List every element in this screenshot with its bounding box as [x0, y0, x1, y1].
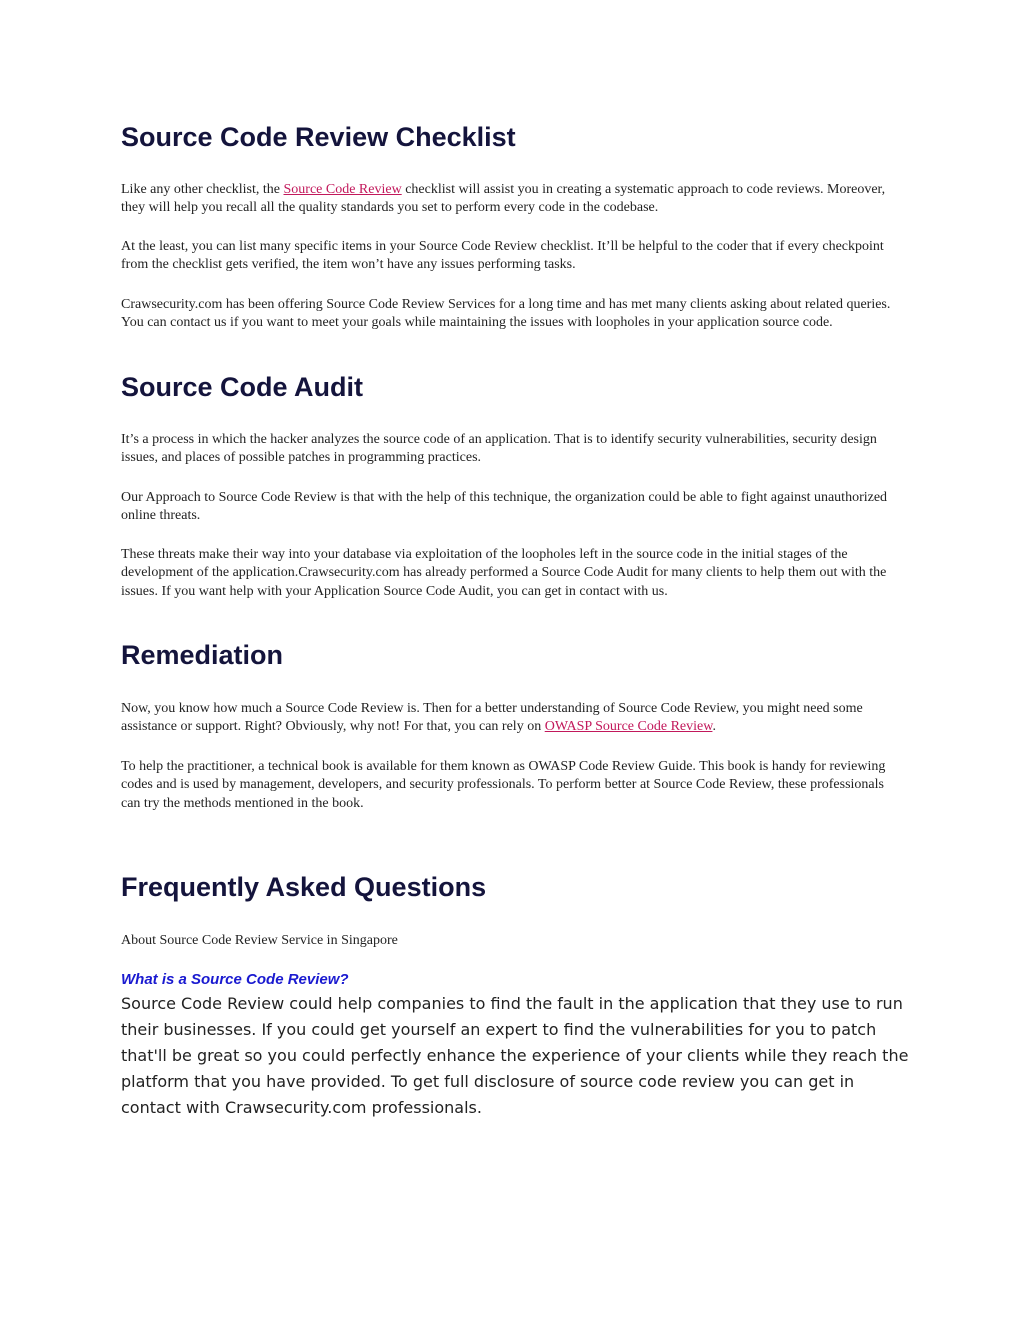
heading-source-code-audit: Source Code Audit: [121, 372, 364, 402]
source-code-review-link[interactable]: Source Code Review: [283, 182, 402, 197]
checklist-p1-text-before: Like any other checklist, the: [121, 182, 284, 197]
faq-intro: About Source Code Review Service in Singapore: [121, 933, 398, 948]
faq-question: What is a Source Code Review?: [121, 971, 349, 988]
remediation-paragraph-2: To help the practitioner, a technical book is available for them known as OWASP Code Review Guide. This book is handy for reviewing codes and is used by management, developers, and security professionals. To perform better at Source Code Review, these professionals can try the methods mentioned in the book.: [121, 759, 886, 811]
owasp-source-code-review-link[interactable]: OWASP Source Code Review: [544, 719, 713, 735]
audit-paragraph-2: Our Approach to Source Code Review is that with the help of this technique, the organization could be able to fight against unauthorized online threats.: [121, 490, 888, 524]
remediation-p1-text-after: .: [712, 719, 716, 735]
faq-answer: Source Code Review could help companies to find the fault in the application that they use to run their businesses. If you could get yourself an expert to find the vulnerabilities for you to patch that'll be great so you could perfectly enhance the experience of your clients while they reach the platform that you have provided. To get full disclosure of source code review you can get in contact with Crawsecurity.com professionals.: [121, 994, 909, 1117]
checklist-paragraph-2: At the least, you can list many specific items in your Source Code Review checklist. It’ll be helpful to the coder that if every checkpoint from the checklist gets verified, the item won’t have any issues performing tasks.: [121, 239, 884, 273]
heading-remediation: Remediation: [121, 640, 284, 670]
heading-source-code-review-checklist: Source Code Review Checklist: [121, 122, 516, 152]
audit-paragraph-3: These threats make their way into your database via exploitation of the loopholes left in the source code in the initial stages of the development of the application.Crawsecurity.com has already performed a Source Code Audit for many clients to help them out with the issues. If you want help with your Application Source Code Audit, you can get in contact with us.: [121, 547, 887, 599]
remediation-p1-text-before: Now, you know how much a Source Code Review is. Then for a better understanding of Source Code Review, you might need some assistance or support. Right? Obviously, why not! For that, you can rely on: [121, 701, 863, 735]
audit-paragraph-1: It’s a process in which the hacker analyzes the source code of an application. That is to identify security vulnerabilities, security design issues, and places of possible patches in programming practices.: [121, 432, 877, 466]
checklist-p1-text-after: checklist will assist you in creating a systematic approach to code reviews. Moreover, they will help you recall all the quality standards you set to perform every code in the codebase.: [121, 182, 886, 216]
checklist-paragraph-3: Crawsecurity.com has been offering Source Code Review Services for a long time and has met many clients asking about related queries. You can contact us if you want to meet your goals while maintaining the issues with loopholes in your application source code.: [121, 297, 891, 331]
checklist-paragraph-1: [121, 181, 906, 218]
heading-faq: Frequently Asked Questions: [121, 872, 487, 902]
remediation-paragraph-1: [121, 700, 906, 737]
